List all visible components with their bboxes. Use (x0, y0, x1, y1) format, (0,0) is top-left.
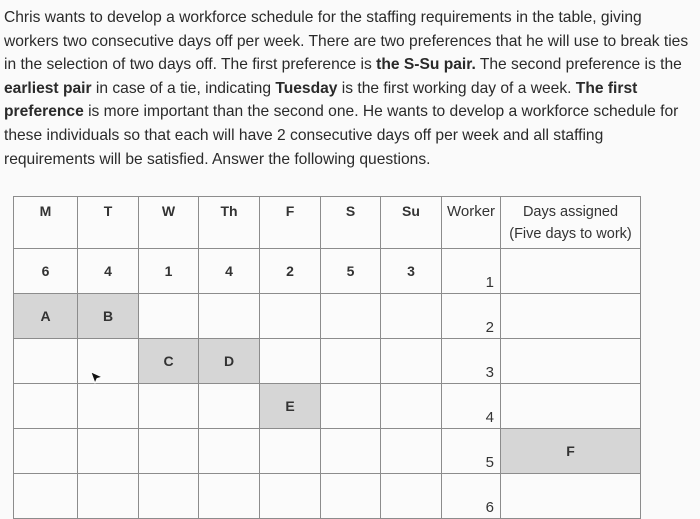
cell-r1-t: 4 (78, 249, 139, 294)
cell-r5-f (260, 429, 321, 474)
cell-r2-s (321, 294, 381, 339)
cell-r3-w: C (139, 339, 199, 384)
days-assigned-cell (501, 474, 641, 519)
statement-bold-3: Tuesday (275, 79, 338, 97)
cell-r1-w: 1 (139, 249, 199, 294)
cell-r5-th (199, 429, 260, 474)
table-row (14, 384, 641, 429)
cell-r4-m (14, 384, 78, 429)
days-assigned-cell (501, 384, 641, 429)
cell-r1-m: 6 (14, 249, 78, 294)
day-header-f: F (260, 197, 321, 249)
cell-r6-th (199, 474, 260, 519)
cell-r4-t (78, 384, 139, 429)
days-assigned-title: Days assigned (522, 203, 619, 220)
table-row (14, 429, 641, 474)
days-assigned-cell (501, 294, 641, 339)
cell-r2-th (199, 294, 260, 339)
cell-r2-t: B (78, 294, 139, 339)
cell-r6-m (14, 474, 78, 519)
cell-r5-s (321, 429, 381, 474)
day-header-t: T (78, 197, 139, 249)
statement-text-4: is the first working day of a week. (337, 79, 576, 97)
days-assigned-cell: F (501, 429, 641, 474)
cell-r6-t (78, 474, 139, 519)
statement-text-1: Chris wants to develop a workforce schedule for the staffing requirements in the table, giving workers two consecutive days off per week. There are two preferences that he will use to break ties in the selection of two days off. The first preference is (4, 9, 689, 74)
table-row (14, 474, 641, 519)
worker-number: 2 (442, 294, 501, 339)
worker-number: 6 (442, 474, 501, 519)
cell-r3-m (14, 339, 78, 384)
worker-number: 3 (442, 339, 501, 384)
days-assigned-cell (501, 339, 641, 384)
cell-r1-s: 5 (321, 249, 381, 294)
day-header-m: M (14, 197, 78, 249)
worker-number: 1 (442, 249, 501, 294)
days-assigned-subtitle: (Five days to work) (509, 225, 632, 242)
cell-r5-t (78, 429, 139, 474)
cell-r1-f: 2 (260, 249, 321, 294)
cell-r2-f (260, 294, 321, 339)
cell-r5-su (381, 429, 442, 474)
cell-r5-m (14, 429, 78, 474)
cell-r6-f (260, 474, 321, 519)
days-assigned-cell (501, 249, 641, 294)
statement-text-2: The second preference is the (475, 56, 682, 74)
day-header-su: Su (381, 197, 442, 249)
cell-r4-th (199, 384, 260, 429)
cell-r1-th: 4 (199, 249, 260, 294)
days-assigned-header (501, 197, 641, 249)
worker-header: Worker (442, 197, 501, 249)
cell-r4-f: E (260, 384, 321, 429)
cell-r3-s (321, 339, 381, 384)
cell-r2-w (139, 294, 199, 339)
statement-bold-1: the S-Su pair. (376, 56, 476, 74)
header-row (14, 197, 641, 249)
day-header-th: Th (199, 197, 260, 249)
cell-r1-su: 3 (381, 249, 442, 294)
statement-bold-2: earliest pair (4, 79, 92, 97)
problem-statement (4, 6, 698, 171)
table-row (14, 294, 641, 339)
cell-r2-m: A (14, 294, 78, 339)
cell-r6-s (321, 474, 381, 519)
cell-r6-su (381, 474, 442, 519)
statement-text-5: is more important than the second one. He wants to develop a workforce schedule for these individuals so that each will have 2 consecutive days off per week and all staffing requirements will be satisfied. Answer the following questions. (4, 103, 679, 168)
table-row (14, 249, 641, 294)
day-header-s: S (321, 197, 381, 249)
day-header-w: W (139, 197, 199, 249)
cell-r2-su (381, 294, 442, 339)
cell-r4-s (321, 384, 381, 429)
workforce-schedule-table (13, 196, 641, 519)
statement-text-3: in case of a tie, indicating (91, 79, 276, 97)
statement-bold-4: The first preference (4, 79, 638, 121)
cell-r4-w (139, 384, 199, 429)
cell-r3-th: D (199, 339, 260, 384)
worker-number: 5 (442, 429, 501, 474)
cell-r6-w (139, 474, 199, 519)
cell-r5-w (139, 429, 199, 474)
mouse-cursor-icon (90, 371, 104, 385)
cell-r3-f (260, 339, 321, 384)
cell-r3-su (381, 339, 442, 384)
cell-r3-t (78, 339, 139, 384)
worker-number: 4 (442, 384, 501, 429)
cell-r4-su (381, 384, 442, 429)
table-row (14, 339, 641, 384)
